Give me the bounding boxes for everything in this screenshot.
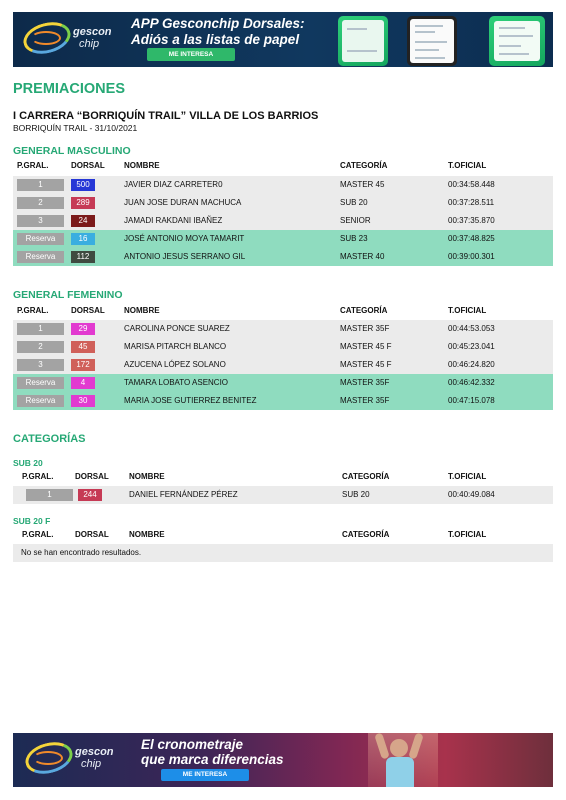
top-ad-banner[interactable] (13, 12, 553, 67)
gesconchip-logo: gescon chip (23, 19, 115, 59)
page-title: PREMIACIONES (13, 81, 125, 97)
phone-mockup-icon (407, 16, 457, 66)
athlete-category: MASTER 40 (340, 252, 385, 261)
position-badge: Reserva (17, 377, 64, 389)
athlete-name: MARIA JOSE GUTIERREZ BENITEZ (124, 396, 257, 405)
table-row (13, 374, 553, 392)
table-row (13, 230, 553, 248)
athlete-category: MASTER 45 (340, 180, 385, 189)
gesconchip-logo: gescon chip (25, 739, 117, 779)
official-time: 00:34:58.448 (448, 180, 495, 189)
official-time: 00:37:28.511 (448, 198, 495, 207)
official-time: 00:40:49.084 (448, 490, 495, 499)
table-header: P.GRAL. DORSAL NOMBRE CATEGORÍA T.OFICIAL (22, 472, 487, 481)
event-subtitle: BORRIQUÍN TRAIL - 31/10/2021 (13, 123, 138, 133)
section-title-femenino: GENERAL FEMENINO (13, 289, 123, 301)
dorsal-badge: 289 (71, 197, 95, 209)
athlete-name: ANTONIO JESUS SERRANO GIL (124, 252, 246, 261)
athlete-name: JUAN JOSE DURAN MACHUCA (124, 198, 242, 207)
table-row (13, 194, 553, 212)
dorsal-badge: 30 (71, 395, 95, 407)
athlete-name: AZUCENA LÓPEZ SOLANO (124, 360, 226, 369)
dorsal-badge: 112 (71, 251, 95, 263)
event-title: I CARRERA “BORRIQUÍN TRAIL” VILLA DE LOS BARRIOS (13, 110, 319, 122)
athlete-name: TAMARA LOBATO ASENCIO (124, 378, 229, 387)
athlete-category: MASTER 45 F (340, 342, 392, 351)
banner-title: APP Gesconchip Dorsales: (131, 16, 305, 31)
athlete-category: SUB 23 (340, 234, 368, 243)
table-row (13, 338, 553, 356)
phone-mockup-icon (338, 16, 388, 66)
athlete-name: DANIEL FERNÁNDEZ PÉREZ (129, 490, 238, 499)
dorsal-badge: 244 (78, 489, 102, 501)
athlete-name: CAROLINA PONCE SUAREZ (124, 324, 230, 333)
dorsal-badge: 45 (71, 341, 95, 353)
athlete-category: MASTER 35F (340, 378, 390, 387)
dorsal-badge: 29 (71, 323, 95, 335)
athlete-category: MASTER 35F (340, 396, 390, 405)
athlete-category: SENIOR (340, 216, 371, 225)
phone-mockup-icon (489, 16, 545, 66)
bottom-ad-banner[interactable] (13, 733, 553, 787)
athlete-category: SUB 20 (340, 198, 368, 207)
position-badge: 1 (26, 489, 73, 501)
me-interesa-button[interactable]: ME INTERESA (161, 769, 249, 781)
athlete-name: JAVIER DIAZ CARRETER0 (124, 180, 223, 189)
official-time: 00:37:48.825 (448, 234, 495, 243)
category-title-sub20f: SUB 20 F (13, 516, 51, 526)
table-header: P.GRAL. DORSAL NOMBRE CATEGORÍA T.OFICIAL (22, 530, 487, 539)
position-badge: 1 (17, 179, 64, 191)
position-badge: 1 (17, 323, 64, 335)
dorsal-badge: 24 (71, 215, 95, 227)
official-time: 00:46:24.820 (448, 360, 495, 369)
section-title-masculino: GENERAL MASCULINO (13, 145, 131, 157)
banner-subtitle: Adiós a las listas de papel (131, 32, 300, 47)
athlete-name: MARISA PITARCH BLANCO (124, 342, 227, 351)
table-header: P.GRAL. DORSAL NOMBRE CATEGORÍA T.OFICIAL (17, 306, 487, 315)
position-badge: Reserva (17, 251, 64, 263)
section-title-categorias: CATEGORÍAS (13, 433, 86, 445)
athlete-category: MASTER 35F (340, 324, 390, 333)
category-title-sub20: SUB 20 (13, 458, 43, 468)
table-header: P.GRAL. DORSAL NOMBRE CATEGORÍA T.OFICIAL (17, 161, 487, 170)
athlete-category: SUB 20 (342, 490, 370, 499)
banner-title: El cronometraje (141, 737, 244, 752)
athlete-photo (368, 733, 438, 787)
dorsal-badge: 172 (71, 359, 95, 371)
position-badge: Reserva (17, 395, 64, 407)
me-interesa-button[interactable]: ME INTERESA (147, 48, 235, 61)
athlete-category: MASTER 45 F (340, 360, 392, 369)
dorsal-badge: 500 (71, 179, 95, 191)
position-badge: 2 (17, 197, 64, 209)
dorsal-badge: 4 (71, 377, 95, 389)
table-row (13, 356, 553, 374)
table-row (13, 392, 553, 410)
position-badge: Reserva (17, 233, 64, 245)
athlete-name: JAMADI RAKDANI IBAÑEZ (124, 216, 223, 225)
official-time: 00:44:53.053 (448, 324, 495, 333)
banner-subtitle: que marca diferencias (141, 752, 284, 767)
official-time: 00:46:42.332 (448, 378, 495, 387)
position-badge: 3 (17, 359, 64, 371)
position-badge: 3 (17, 215, 64, 227)
table-row (13, 248, 553, 266)
empty-results-message: No se han encontrado resultados. (21, 548, 142, 557)
empty-results-row (13, 544, 553, 562)
official-time: 00:45:23.041 (448, 342, 495, 351)
position-badge: 2 (17, 341, 64, 353)
table-row (13, 486, 553, 504)
dorsal-badge: 16 (71, 233, 95, 245)
official-time: 00:47:15.078 (448, 396, 495, 405)
table-row (13, 320, 553, 338)
table-row (13, 212, 553, 230)
official-time: 00:39:00.301 (448, 252, 495, 261)
official-time: 00:37:35.870 (448, 216, 495, 225)
athlete-name: JOSÉ ANTONIO MOYA TAMARIT (124, 234, 245, 243)
table-row (13, 176, 553, 194)
